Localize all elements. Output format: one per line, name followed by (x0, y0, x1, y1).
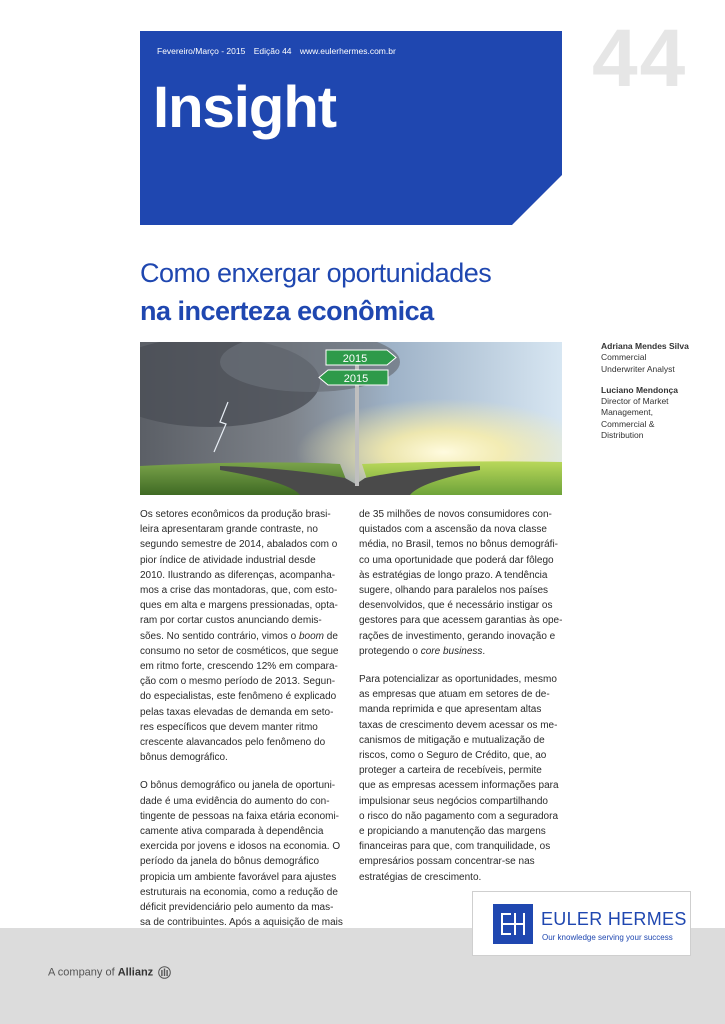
text-line: estruturais na economia, como a redução de (140, 886, 338, 898)
text-line: e propiciando a manutenção das margens (359, 826, 546, 838)
text-line: co uma oportunidade que poderá dar fôlego (359, 554, 554, 566)
header-banner (140, 31, 562, 225)
text-line: proteger a carteira de recebíveis, permite (359, 765, 542, 777)
headline-line-2: na incerteza econômica (140, 296, 434, 326)
text-line: taxas de crescimento devem acessar os me- (359, 719, 558, 731)
text-line: consumo no setor de cosméticos, que segue (140, 645, 339, 657)
author-role: Management, (601, 407, 653, 418)
text-line: segundo semestre de 2014, abalados com o (140, 539, 338, 551)
text-line: O bônus demográfico ou janela de oportuni- (140, 780, 336, 792)
text-line: riscos, como o Seguro de Crédito, que, ao (359, 750, 547, 762)
website-link[interactable]: www.eulerhermes.com.br (299, 46, 396, 56)
text-line: quistados com a ascensão da nova classe (359, 524, 547, 536)
text-line: pior índice de atividade industrial desde (140, 554, 316, 566)
article-paragraph (359, 507, 571, 659)
author-role: Underwriter Analyst (601, 363, 675, 374)
text-line: déficit previdenciário pelo aumento da mas- (140, 902, 334, 914)
article-headline (140, 254, 580, 330)
text-line: o risco do não pagamento com a seguradora (359, 810, 559, 822)
text-line: financeiras para que, com tranquilidade, os (359, 841, 551, 853)
issue-edition: Edição 44 (253, 46, 292, 56)
publication-title: Insight (153, 75, 337, 140)
author-role: Distribution (601, 430, 644, 441)
euler-hermes-brand (473, 892, 690, 955)
company-prefix: A company of (48, 966, 115, 979)
author-role: Director of Market (601, 396, 669, 407)
author-role: Commercial & (601, 418, 655, 429)
euler-hermes-logo-icon (493, 904, 533, 944)
text-line: sões. No sentido contrário, vimos o boom de (140, 630, 338, 642)
text-line: Para potencializar as oportunidades, mesmo (359, 674, 557, 686)
text-line: manda reprimida e que apresentam altas (359, 704, 542, 716)
text-line: as empresas que atuam em setores de de- (359, 689, 550, 701)
text-line: res específicos que devem manter ritmo (140, 721, 318, 733)
text-line: 2010. Ilustrando as diferenças, acompanha- (140, 569, 336, 581)
issue-number: 44 (592, 13, 688, 104)
author-name: Luciano Mendonça (601, 384, 678, 395)
text-line: pelas taxas elevadas de demanda em seto- (140, 706, 334, 718)
text-line: em ritmo forte, crescendo 12% em compara- (140, 661, 338, 673)
text-line: ques em alta e margens pressionadas, opta- (140, 600, 338, 612)
text-line: ção com o mesmo período de 2013. Segun- (140, 676, 336, 688)
article-column-1 (140, 507, 352, 943)
text-line: leira apresentaram grande contraste, no (140, 524, 318, 536)
text-line: bônus demográfico. (140, 752, 228, 764)
text-line: propicia um ambiente favorável para ajustes (140, 871, 337, 883)
text-line: desenvolvidos, que é necessário instigar os (359, 600, 553, 612)
text-line: canismos de mitigação e mutualização de (359, 734, 545, 746)
text-line: às estratégias de longo prazo. A tendência (359, 569, 548, 581)
brand-tagline: Our knowledge serving your success (542, 933, 673, 942)
text-line: do especialistas, este fenômeno é explicado (140, 691, 337, 703)
sign-right-label: 2015 (342, 353, 368, 365)
text-line: Os setores econômicos da produção brasi- (140, 509, 331, 520)
text-line: sugere, olhando para paralelos nos países (359, 585, 549, 597)
author (601, 341, 701, 375)
company-credit (48, 966, 171, 979)
text-line: período da janela do bônus demográfico (140, 856, 320, 868)
sign-left-label: 2015 (343, 373, 369, 385)
text-line: de 35 milhões de novos consumidores con- (359, 509, 552, 520)
allianz-logo-icon (158, 966, 171, 979)
article-paragraph (359, 672, 571, 885)
authors-list (601, 341, 701, 451)
allianz-name: Allianz (117, 966, 154, 979)
text-line: mos a crise das montadoras, que, com esto- (140, 585, 338, 597)
text-line: protegendo o core business. (359, 645, 486, 657)
text-line: estratégias de crescimento. (359, 871, 482, 883)
banner-meta (157, 46, 402, 56)
article-column-2 (359, 507, 571, 898)
brand-name: EULER HERMES (541, 909, 687, 929)
text-line: tingente de pessoas na faixa etária economi- (140, 810, 340, 822)
text-line: ram por cortar custos anunciando demis- (140, 615, 322, 627)
text-line: que as empresas acessem informações para (359, 780, 559, 792)
text-line: crescente alavancados pelo fenômeno do (140, 737, 326, 749)
author (601, 385, 701, 441)
issue-date: Fevereiro/Março - 2015 (157, 46, 246, 56)
text-line: exercida por jovens e idosos na economia. O (140, 841, 341, 853)
text-line: rações de investimento, gerando inovação e (359, 630, 556, 642)
text-line: impulsionar seus negócios compartilhando (359, 795, 548, 807)
headline-line-1: Como enxergar oportunidades (140, 258, 492, 288)
author-role: Commercial (601, 352, 647, 363)
text-line: média, no Brasil, temos no bônus demográfi- (359, 539, 558, 551)
article-paragraph (140, 778, 352, 930)
article-photo (140, 342, 562, 495)
text-line: dade é uma evidência do aumento do con- (140, 795, 330, 807)
article-paragraph (140, 507, 352, 765)
author-name: Adriana Mendes Silva (601, 341, 689, 351)
text-line: camente ativa comparada à dependência (140, 826, 324, 838)
text-line: sa de contribuintes. Após a aquisição de mais (140, 917, 343, 929)
text-line: gestores para que acessem garantias às ope- (359, 615, 563, 627)
text-line: empresários possam concentrar-se nas (359, 856, 535, 868)
